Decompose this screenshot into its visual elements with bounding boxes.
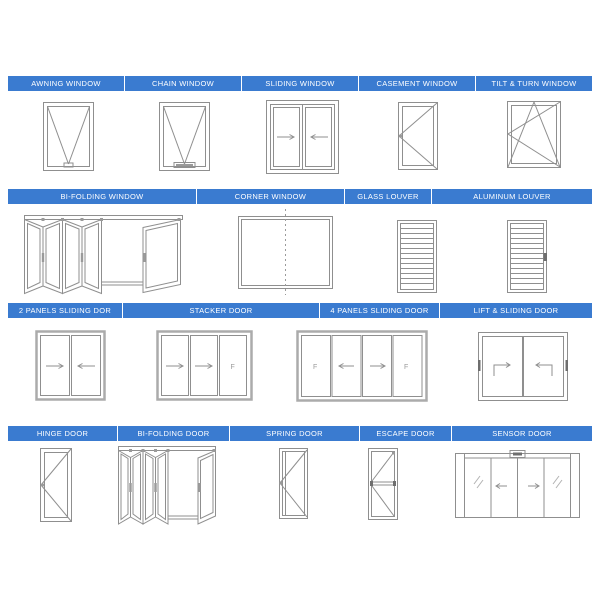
awning-window-diagram	[43, 102, 94, 171]
banner-label-casement-window: CASEMENT WINDOW	[359, 76, 475, 91]
banner-label-chain-window: CHAIN WINDOW	[125, 76, 241, 91]
bi-folding-door-diagram	[118, 446, 217, 526]
banner-label-stacker-door: STACKER DOOR	[123, 303, 319, 318]
banner-label-lift-sliding-door: LIFT & SLIDING DOOR	[440, 303, 592, 318]
banner-label-awning-window: AWNING WINDOW	[8, 76, 124, 91]
tilt-turn-window-diagram	[507, 101, 561, 168]
banner-label-corner-window: CORNER WINDOW	[197, 189, 344, 204]
fixed-panel-marker: F	[404, 364, 409, 371]
row1-banner	[8, 76, 592, 91]
banner-label-sliding-window: SLIDING WINDOW	[242, 76, 358, 91]
banner-label-4-panels-sliding-door: 4 PANELS SLIDING DOOR	[320, 303, 439, 318]
banner-label-bi-folding-window: BI-FOLDING WINDOW	[8, 189, 196, 204]
banner-label-sensor-door: SENSOR DOOR	[452, 426, 592, 441]
banner-label-bi-folding-door: BI-FOLDING DOOR	[118, 426, 229, 441]
four-panels-sliding-door-diagram	[296, 330, 428, 402]
row4-banner	[8, 426, 592, 441]
chain-window-diagram	[159, 102, 210, 171]
stacker-door-diagram	[156, 330, 253, 401]
glass-louver-diagram	[397, 220, 437, 293]
corner-window-diagram	[238, 209, 333, 295]
aluminum-louver-diagram	[507, 220, 547, 293]
two-panels-sliding-door-diagram	[35, 330, 106, 401]
spring-door-diagram	[279, 448, 308, 519]
casement-window-diagram	[398, 102, 438, 170]
row2-banner	[8, 189, 592, 204]
banner-label-aluminum-louver: ALUMINUM LOUVER	[432, 189, 592, 204]
row3-banner	[8, 303, 592, 318]
banner-label-glass-louver: GLASS LOUVER	[345, 189, 431, 204]
banner-label-escape-door: ESCAPE DOOR	[360, 426, 451, 441]
bi-folding-window-diagram	[24, 215, 183, 295]
banner-label-tilt-turn-window: TILT & TURN WINDOW	[476, 76, 592, 91]
escape-door-diagram	[368, 448, 398, 520]
sensor-door-diagram	[455, 450, 580, 520]
banner-label-spring-door: SPRING DOOR	[230, 426, 359, 441]
hinge-door-diagram	[40, 448, 72, 522]
sliding-window-diagram	[266, 100, 339, 174]
fixed-panel-marker: F	[313, 364, 318, 371]
banner-label-hinge-door: HINGE DOOR	[8, 426, 117, 441]
banner-label-2-panels-sliding-door: 2 PANELS SLIDING DOR	[8, 303, 122, 318]
fixed-panel-marker: F	[230, 364, 235, 371]
lift-sliding-door-diagram	[478, 332, 568, 401]
